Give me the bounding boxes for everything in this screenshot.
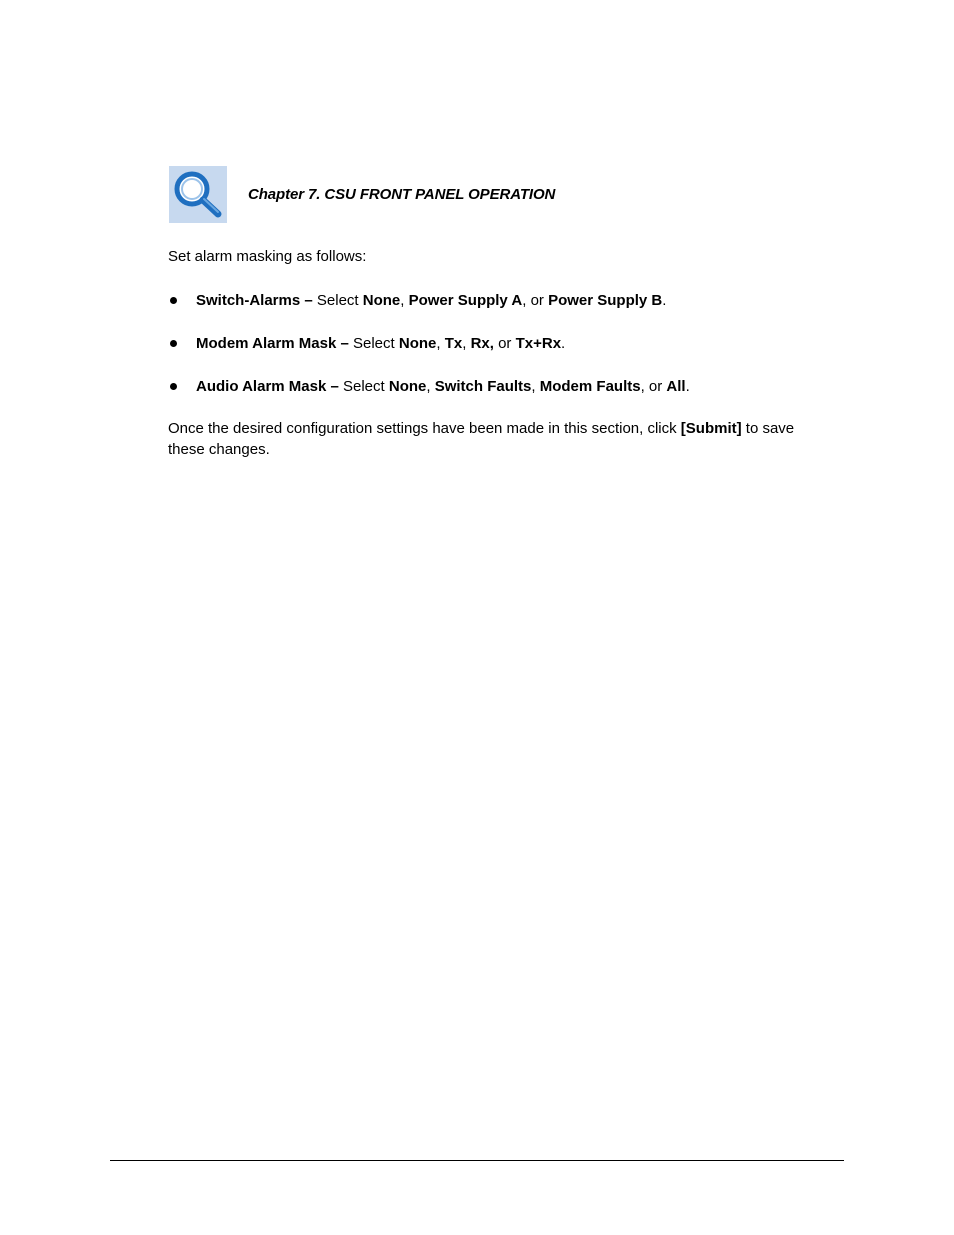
separator: or	[493, 335, 516, 352]
closing-text: Once the desired configuration settings have been made in this section, click	[168, 420, 681, 437]
item-label: Audio Alarm Mask –	[196, 378, 339, 395]
select-text: Select	[338, 378, 389, 395]
option: None	[398, 335, 437, 352]
option: None	[388, 378, 427, 395]
option: Tx+Rx	[515, 335, 562, 352]
chapter-reference	[169, 165, 555, 223]
list-item	[168, 377, 690, 420]
separator: ,	[531, 378, 540, 395]
footer-divider	[110, 1160, 844, 1161]
separator: ,	[462, 335, 471, 352]
item-label: Switch-Alarms –	[196, 292, 313, 309]
sentence-end: .	[662, 292, 667, 309]
list-item	[168, 334, 690, 377]
intro-text: Set alarm masking as follows:	[168, 248, 367, 265]
option: Rx,	[470, 335, 494, 352]
separator: ,	[436, 335, 445, 352]
option: Modem Faults	[539, 378, 641, 395]
sentence-end: .	[685, 378, 690, 395]
separator: , or	[640, 378, 667, 395]
option: Switch Faults	[434, 378, 532, 395]
list-item	[168, 291, 690, 334]
bullet-icon	[170, 297, 177, 304]
bullet-icon	[170, 383, 177, 390]
closing-text-end: to save these changes.	[168, 420, 795, 458]
sentence-end: .	[561, 335, 566, 352]
separator: , or	[522, 292, 549, 309]
separator: ,	[400, 292, 409, 309]
option: Power Supply A	[408, 292, 523, 309]
separator: ,	[426, 378, 435, 395]
option: None	[362, 292, 401, 309]
closing-paragraph	[168, 418, 828, 460]
magnifier-icon	[169, 166, 227, 223]
option: Power Supply B	[548, 292, 663, 309]
select-text: Select	[348, 335, 399, 352]
submit-reference: [Submit]	[680, 420, 742, 437]
option: Tx	[444, 335, 463, 352]
chapter-reference-text: Chapter 7. CSU FRONT PANEL OPERATION	[248, 185, 556, 203]
option: All	[666, 378, 686, 395]
select-text: Select	[312, 292, 363, 309]
bullet-icon	[170, 340, 177, 347]
alarm-mask-list	[168, 291, 690, 420]
item-label: Modem Alarm Mask –	[196, 335, 349, 352]
